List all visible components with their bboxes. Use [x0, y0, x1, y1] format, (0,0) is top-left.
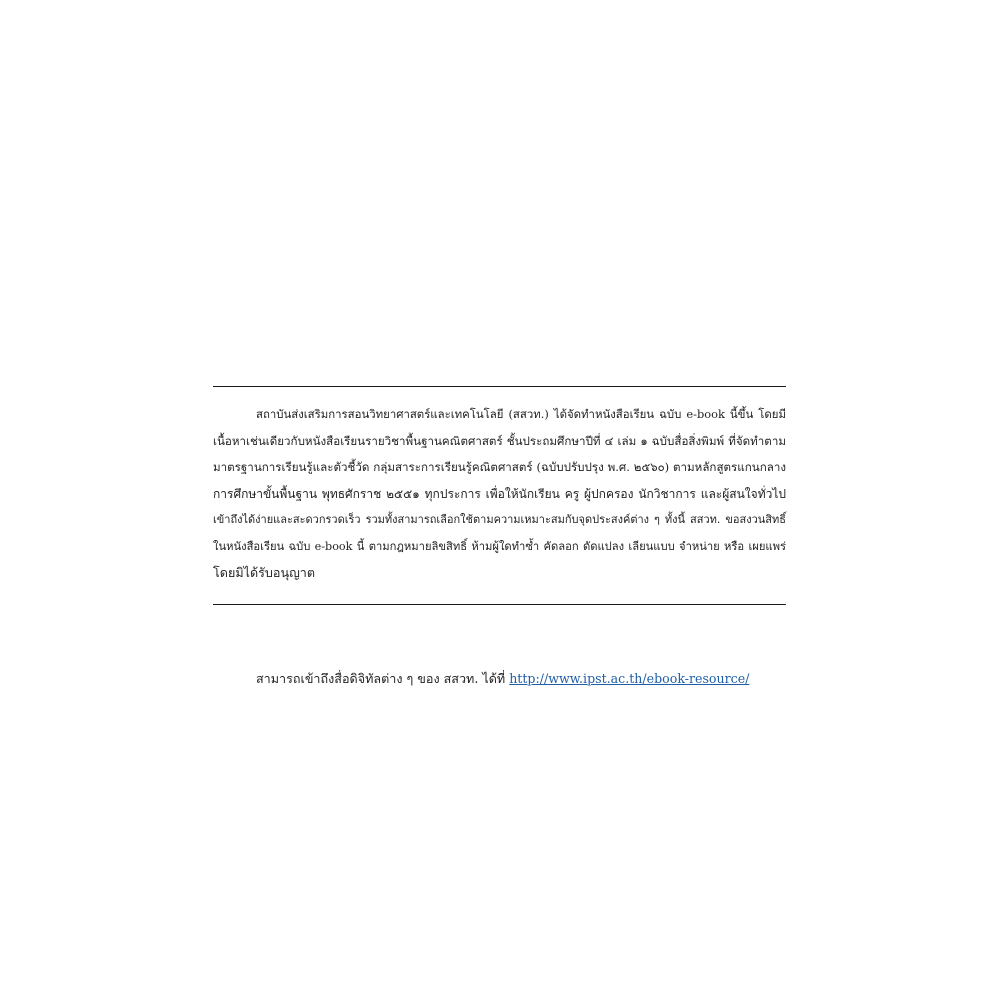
notice-line-4: การศึกษาขั้นพื้นฐาน พุทธศักราช ๒๕๕๑ ทุกประการ เพื่อให้นักเรียน ครู ผู้ปกครอง นักวิชาการ และผู้สนใจทั่วไป	[213, 486, 786, 501]
notice-line-1: สถาบันส่งเสริมการสอนวิทยาศาสตร์และเทคโนโลยี (สสวท.) ได้จัดทำหนังสือเรียน ฉบับ e-book นี้ขึ้น โดยมี	[256, 407, 786, 421]
notice-line-3: มาตรฐานการเรียนรู้และตัวชี้วัด กลุ่มสาระการเรียนรู้คณิตศาสตร์ (ฉบับปรับปรุง พ.ศ. ๒๕๖๐) ตามหลักสูตรแกนกลาง	[213, 460, 786, 474]
notice-line-2: เนื้อหาเช่นเดียวกับหนังสือเรียนรายวิชาพื้นฐานคณิตศาสตร์ ชั้นประถมศึกษาปีที่ ๔ เล่ม ๑ ฉบับสื่อสิ่งพิมพ์ ที่จัดทำตาม	[213, 433, 786, 448]
notice-line-6: ในหนังสือเรียน ฉบับ e-book นี้ ตามกฎหมายลิขสิทธิ์ ห้ามผู้ใดทำซ้ำ คัดลอก ดัดแปลง เลียนแบบ จำหน่าย หรือ เผยแพร่	[213, 539, 786, 553]
digital-media-access	[256, 667, 749, 691]
notice-line-7: โดยมิได้รับอนุญาต	[213, 565, 316, 580]
copyright-notice	[213, 401, 786, 587]
bottom-divider	[213, 604, 786, 605]
access-text: สามารถเข้าถึงสื่อดิจิทัลต่าง ๆ ของ สสวท. ได้ที่	[256, 671, 506, 686]
notice-line-5: เข้าถึงได้ง่ายและสะดวกรวดเร็ว รวมทั้งสามารถเลือกใช้ตามความเหมาะสมกับจุดประสงค์ต่าง ๆ ทั้งนี้ สสวท. ขอสงวนสิทธิ์	[213, 513, 786, 526]
top-divider	[213, 386, 786, 387]
ebook-resource-link[interactable]: http://www.ipst.ac.th/ebook-resource/	[509, 671, 750, 686]
